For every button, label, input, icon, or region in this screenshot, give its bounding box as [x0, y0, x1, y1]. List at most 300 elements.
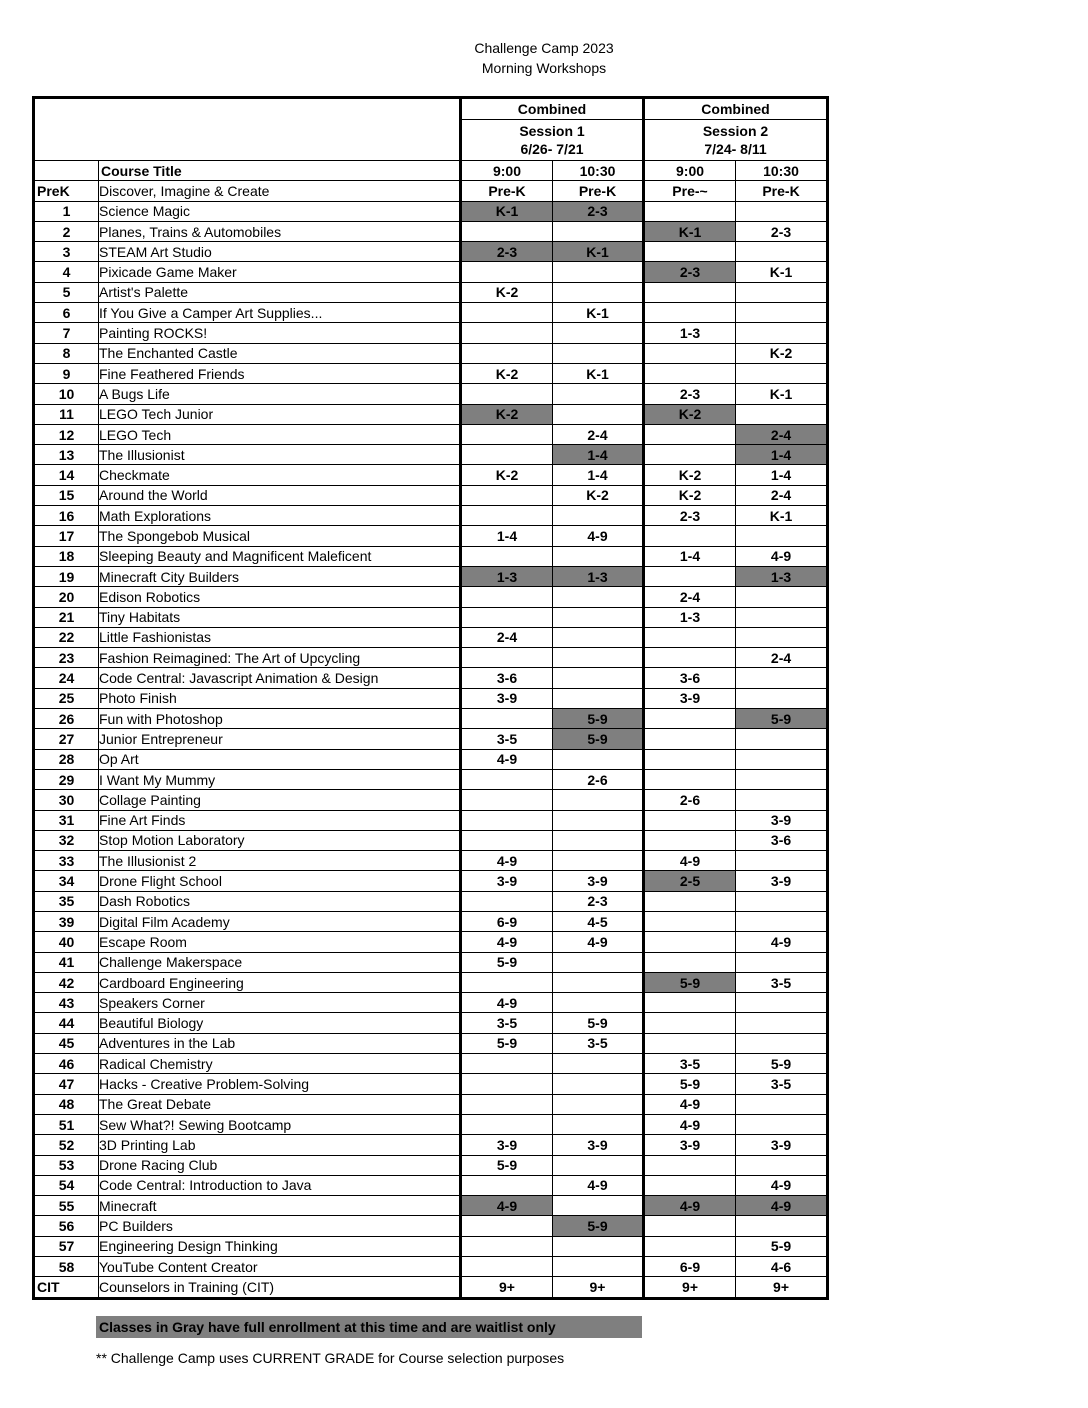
grade-s1-900: 3-6: [461, 668, 553, 688]
course-title: Hacks - Creative Problem-Solving: [99, 1074, 461, 1094]
grade-s2-900: [644, 1013, 736, 1033]
grade-s1-1030: 5-9: [553, 709, 644, 729]
grade-s1-1030: 5-9: [553, 1013, 644, 1033]
course-title: Artist's Palette: [99, 282, 461, 302]
course-number: 5: [34, 282, 99, 302]
grade-s2-1030: [736, 1114, 828, 1134]
course-title: The Illusionist: [99, 445, 461, 465]
course-title: Junior Entrepreneur: [99, 729, 461, 749]
table-row: [34, 972, 828, 992]
course-number: 9: [34, 363, 99, 383]
grade-s2-1030: 5-9: [736, 1054, 828, 1074]
grade-s1-1030: Pre-K: [553, 181, 644, 201]
course-title: Checkmate: [99, 465, 461, 485]
grade-s1-900: 4-9: [461, 749, 553, 769]
grade-s2-900: [644, 363, 736, 383]
grade-s2-900: K-2: [644, 485, 736, 505]
grade-s1-1030: [553, 830, 644, 850]
grade-s1-1030: 2-3: [553, 891, 644, 911]
course-number: 6: [34, 303, 99, 323]
grade-s1-1030: 1-4: [553, 445, 644, 465]
grade-s1-900: 5-9: [461, 1155, 553, 1175]
grade-s1-1030: [553, 587, 644, 607]
grade-s2-1030: 3-5: [736, 972, 828, 992]
course-title: Planes, Trains & Automobiles: [99, 221, 461, 241]
course-title: Fine Feathered Friends: [99, 363, 461, 383]
grade-s2-1030: Pre-K: [736, 181, 828, 201]
grade-s1-900: K-2: [461, 282, 553, 302]
grade-s1-900: [461, 343, 553, 363]
course-title: Minecraft: [99, 1196, 461, 1216]
grade-s1-900: [461, 546, 553, 566]
grade-s1-900: [461, 810, 553, 830]
course-number: 29: [34, 769, 99, 789]
grade-s1-1030: 2-4: [553, 424, 644, 444]
course-number: 47: [34, 1074, 99, 1094]
course-number: 10: [34, 384, 99, 404]
grade-s2-1030: 4-9: [736, 546, 828, 566]
course-title: Little Fashionistas: [99, 627, 461, 647]
course-title: Drone Racing Club: [99, 1155, 461, 1175]
course-number: 35: [34, 891, 99, 911]
gray-legend: Classes in Gray have full enrollment at this time and are waitlist only: [96, 1316, 642, 1338]
grade-s1-900: K-2: [461, 465, 553, 485]
grade-s2-1030: 4-9: [736, 1196, 828, 1216]
grade-s1-1030: [553, 1257, 644, 1277]
grade-s2-1030: [736, 769, 828, 789]
course-number: 30: [34, 790, 99, 810]
grade-s1-900: [461, 1236, 553, 1256]
course-number: 17: [34, 526, 99, 546]
course-title: Code Central: Introduction to Java: [99, 1175, 461, 1195]
table-row: [34, 181, 828, 201]
grade-s2-1030: 4-9: [736, 932, 828, 952]
grade-s1-1030: [553, 668, 644, 688]
course-number: 18: [34, 546, 99, 566]
grade-s2-900: 2-3: [644, 262, 736, 282]
course-title: I Want My Mummy: [99, 769, 461, 789]
course-title: STEAM Art Studio: [99, 242, 461, 262]
course-title: Dash Robotics: [99, 891, 461, 911]
grade-s2-900: [644, 932, 736, 952]
grade-s2-900: [644, 993, 736, 1013]
grade-s2-900: 4-9: [644, 1094, 736, 1114]
grade-s2-900: [644, 526, 736, 546]
grade-s1-1030: [553, 323, 644, 343]
grade-s2-900: [644, 566, 736, 586]
grade-s2-1030: [736, 404, 828, 424]
grade-s1-900: [461, 1216, 553, 1236]
grade-s2-900: K-1: [644, 221, 736, 241]
course-number: 31: [34, 810, 99, 830]
table-row: [34, 303, 828, 323]
grade-s1-1030: [553, 810, 644, 830]
table-row: [34, 871, 828, 891]
table-row: [34, 201, 828, 221]
course-number: 27: [34, 729, 99, 749]
course-number: 19: [34, 566, 99, 586]
course-title: Adventures in the Lab: [99, 1033, 461, 1053]
grade-s1-900: 3-5: [461, 729, 553, 749]
grade-s1-900: 1-3: [461, 566, 553, 586]
document-title: [0, 38, 1088, 78]
grade-s1-900: [461, 1074, 553, 1094]
grade-s2-1030: K-1: [736, 262, 828, 282]
session2-label: Session 2: [702, 123, 769, 139]
grade-s1-1030: [553, 221, 644, 241]
course-number: 42: [34, 972, 99, 992]
table-row: [34, 810, 828, 830]
grade-s1-900: 5-9: [461, 952, 553, 972]
table-row: [34, 911, 828, 931]
grade-s1-900: [461, 830, 553, 850]
grade-s2-900: [644, 627, 736, 647]
course-title: Op Art: [99, 749, 461, 769]
table-row: [34, 485, 828, 505]
header-row-combined: [34, 98, 828, 120]
grade-s2-1030: 4-6: [736, 1257, 828, 1277]
grade-s2-900: 5-9: [644, 972, 736, 992]
grade-s2-900: 3-9: [644, 1135, 736, 1155]
grade-s1-1030: [553, 607, 644, 627]
course-number: 28: [34, 749, 99, 769]
course-title: Challenge Makerspace: [99, 952, 461, 972]
grade-s1-1030: [553, 749, 644, 769]
course-title: A Bugs Life: [99, 384, 461, 404]
course-number: 12: [34, 424, 99, 444]
grade-s1-900: [461, 424, 553, 444]
course-number: 8: [34, 343, 99, 363]
table-row: [34, 993, 828, 1013]
grade-s2-900: 1-3: [644, 323, 736, 343]
grade-s1-900: 4-9: [461, 932, 553, 952]
grade-s1-1030: K-1: [553, 242, 644, 262]
course-number: 23: [34, 648, 99, 668]
grade-s1-1030: 4-9: [553, 526, 644, 546]
grade-s2-1030: [736, 911, 828, 931]
grade-s2-1030: [736, 363, 828, 383]
grade-s1-900: [461, 323, 553, 343]
grade-s2-1030: 5-9: [736, 709, 828, 729]
grade-s1-900: [461, 303, 553, 323]
course-title: Fun with Photoshop: [99, 709, 461, 729]
grade-s1-1030: [553, 1196, 644, 1216]
table-row: [34, 242, 828, 262]
grade-s2-900: 6-9: [644, 1257, 736, 1277]
table-row: [34, 1013, 828, 1033]
grade-s1-900: [461, 485, 553, 505]
table-row: [34, 1257, 828, 1277]
table-row: [34, 769, 828, 789]
grade-s2-1030: 5-9: [736, 1236, 828, 1256]
course-title: Counselors in Training (CIT): [99, 1277, 461, 1298]
grade-s2-900: 3-6: [644, 668, 736, 688]
course-title: Radical Chemistry: [99, 1054, 461, 1074]
grade-s2-900: 2-5: [644, 871, 736, 891]
course-title: Fashion Reimagined: The Art of Upcycling: [99, 648, 461, 668]
grade-s1-1030: [553, 627, 644, 647]
course-title: LEGO Tech: [99, 424, 461, 444]
grade-s2-900: 2-3: [644, 384, 736, 404]
grade-s1-900: [461, 891, 553, 911]
grade-s1-900: [461, 790, 553, 810]
grade-s2-900: [644, 709, 736, 729]
grade-s2-1030: 2-4: [736, 485, 828, 505]
course-title: Digital Film Academy: [99, 911, 461, 931]
grade-s1-900: 3-9: [461, 1135, 553, 1155]
table-row: [34, 688, 828, 708]
grade-s2-1030: 9+: [736, 1277, 828, 1298]
grade-s2-1030: [736, 282, 828, 302]
session2-dates: 7/24- 8/11: [704, 141, 767, 157]
grade-s1-900: [461, 262, 553, 282]
course-number: 34: [34, 871, 99, 891]
grade-s2-1030: 3-5: [736, 1074, 828, 1094]
grade-s2-1030: 2-4: [736, 424, 828, 444]
course-title: Collage Painting: [99, 790, 461, 810]
grade-s2-900: [644, 1155, 736, 1175]
grade-s1-1030: [553, 343, 644, 363]
grade-s1-900: 6-9: [461, 911, 553, 931]
course-number: 13: [34, 445, 99, 465]
grade-s1-1030: 4-9: [553, 1175, 644, 1195]
course-number: 2: [34, 221, 99, 241]
grade-s2-900: [644, 201, 736, 221]
grade-s1-1030: 3-9: [553, 1135, 644, 1155]
grade-s2-1030: 1-3: [736, 566, 828, 586]
table-row: [34, 1054, 828, 1074]
number-header: [34, 161, 99, 181]
table-row: [34, 1135, 828, 1155]
grade-s2-1030: 2-3: [736, 221, 828, 241]
grade-s1-1030: 5-9: [553, 1216, 644, 1236]
course-number: 56: [34, 1216, 99, 1236]
grade-s1-1030: K-1: [553, 303, 644, 323]
table-row: [34, 607, 828, 627]
course-number: 4: [34, 262, 99, 282]
course-number: 43: [34, 993, 99, 1013]
table-row: [34, 1074, 828, 1094]
course-number: PreK: [34, 181, 99, 201]
grade-s2-900: [644, 749, 736, 769]
table-row: [34, 830, 828, 850]
grade-s1-1030: [553, 506, 644, 526]
grade-s2-1030: [736, 587, 828, 607]
grade-s1-900: K-2: [461, 363, 553, 383]
schedule-table: [32, 96, 829, 1300]
grade-s2-900: Pre-~: [644, 181, 736, 201]
course-title: Engineering Design Thinking: [99, 1236, 461, 1256]
grade-s2-1030: 1-4: [736, 465, 828, 485]
course-number: 24: [34, 668, 99, 688]
session1-dates: 6/26- 7/21: [520, 141, 584, 157]
grade-s1-1030: [553, 282, 644, 302]
grade-s1-900: 4-9: [461, 1196, 553, 1216]
grade-s2-1030: [736, 749, 828, 769]
grade-s2-900: [644, 343, 736, 363]
grade-s2-1030: [736, 1033, 828, 1053]
grade-s1-1030: [553, 262, 644, 282]
grade-s1-1030: K-1: [553, 363, 644, 383]
grade-s1-1030: [553, 1155, 644, 1175]
course-number: 20: [34, 587, 99, 607]
grade-s2-900: [644, 1236, 736, 1256]
table-row: [34, 851, 828, 871]
grade-s2-1030: [736, 688, 828, 708]
course-number: 48: [34, 1094, 99, 1114]
course-number: 54: [34, 1175, 99, 1195]
course-title: Around the World: [99, 485, 461, 505]
table-row: [34, 648, 828, 668]
grade-s1-900: K-1: [461, 201, 553, 221]
grade-s2-900: [644, 242, 736, 262]
grade-s2-900: 2-6: [644, 790, 736, 810]
grade-s1-1030: [553, 404, 644, 424]
course-number: 22: [34, 627, 99, 647]
grade-s2-900: [644, 911, 736, 931]
course-number: 11: [34, 404, 99, 424]
table-row: [34, 526, 828, 546]
grade-s1-1030: [553, 851, 644, 871]
grade-s1-1030: [553, 688, 644, 708]
table-row: [34, 1196, 828, 1216]
grade-s1-900: 5-9: [461, 1033, 553, 1053]
time-s1-900: 9:00: [461, 161, 553, 181]
course-title: Fine Art Finds: [99, 810, 461, 830]
grade-s1-900: 9+: [461, 1277, 553, 1298]
grade-s1-900: Pre-K: [461, 181, 553, 201]
grade-s2-1030: [736, 729, 828, 749]
grade-s2-900: [644, 1216, 736, 1236]
grade-s1-900: [461, 1054, 553, 1074]
table-row: [34, 891, 828, 911]
grade-s2-900: 9+: [644, 1277, 736, 1298]
grade-s1-1030: [553, 952, 644, 972]
grade-s2-1030: [736, 952, 828, 972]
table-row: [34, 363, 828, 383]
grade-s1-900: 3-5: [461, 1013, 553, 1033]
table-row: [34, 709, 828, 729]
grade-s2-1030: [736, 993, 828, 1013]
grade-s2-900: 3-9: [644, 688, 736, 708]
grade-s1-900: [461, 607, 553, 627]
table-row: [34, 262, 828, 282]
course-title: The Spongebob Musical: [99, 526, 461, 546]
grade-s2-1030: K-1: [736, 384, 828, 404]
grade-s2-1030: [736, 526, 828, 546]
grade-s1-900: 2-3: [461, 242, 553, 262]
grade-s2-1030: [736, 668, 828, 688]
grade-s1-900: [461, 587, 553, 607]
grade-s2-900: [644, 810, 736, 830]
grade-s2-900: 1-3: [644, 607, 736, 627]
grade-s2-900: [644, 648, 736, 668]
grade-s1-1030: 1-4: [553, 465, 644, 485]
course-title: Discover, Imagine & Create: [99, 181, 461, 201]
grade-s1-1030: 2-6: [553, 769, 644, 789]
course-title: Stop Motion Laboratory: [99, 830, 461, 850]
course-title: Science Magic: [99, 201, 461, 221]
table-row: [34, 506, 828, 526]
course-number: 14: [34, 465, 99, 485]
grade-s1-900: [461, 445, 553, 465]
session1-label: Session 1: [519, 123, 585, 139]
table-row: [34, 221, 828, 241]
table-row: [34, 668, 828, 688]
grade-s1-900: 3-9: [461, 688, 553, 708]
grade-s1-1030: 9+: [553, 1277, 644, 1298]
course-title: Beautiful Biology: [99, 1013, 461, 1033]
table-row: [34, 1216, 828, 1236]
course-title: Pixicade Game Maker: [99, 262, 461, 282]
grade-s1-1030: [553, 648, 644, 668]
table-row: [34, 343, 828, 363]
table-row: [34, 749, 828, 769]
course-title: If You Give a Camper Art Supplies...: [99, 303, 461, 323]
grade-s1-1030: [553, 993, 644, 1013]
grade-s1-900: [461, 709, 553, 729]
grade-s1-1030: 1-3: [553, 566, 644, 586]
course-number: CIT: [34, 1277, 99, 1298]
course-number: 55: [34, 1196, 99, 1216]
grade-s2-1030: 2-4: [736, 648, 828, 668]
table-row: [34, 790, 828, 810]
grade-s1-1030: [553, 1236, 644, 1256]
course-title: Cardboard Engineering: [99, 972, 461, 992]
course-number: 57: [34, 1236, 99, 1256]
grade-s1-900: [461, 221, 553, 241]
grade-s2-1030: 1-4: [736, 445, 828, 465]
grade-s1-900: 3-9: [461, 871, 553, 891]
session1-combined: Combined: [461, 98, 644, 120]
course-title: Speakers Corner: [99, 993, 461, 1013]
session1-header: [461, 120, 644, 161]
grade-s1-900: 4-9: [461, 851, 553, 871]
course-number: 40: [34, 932, 99, 952]
course-number: 21: [34, 607, 99, 627]
grade-s1-1030: 2-3: [553, 201, 644, 221]
course-title: Escape Room: [99, 932, 461, 952]
header-row-times: [34, 161, 828, 181]
grade-s1-900: [461, 648, 553, 668]
course-title: Edison Robotics: [99, 587, 461, 607]
course-number: 58: [34, 1257, 99, 1277]
grade-s1-1030: [553, 1054, 644, 1074]
grade-s2-900: 1-4: [644, 546, 736, 566]
grade-s2-900: 2-4: [644, 587, 736, 607]
grade-s2-900: 4-9: [644, 851, 736, 871]
grade-s1-900: [461, 769, 553, 789]
grade-s2-1030: [736, 627, 828, 647]
grade-s2-1030: [736, 851, 828, 871]
grade-s1-900: [461, 1094, 553, 1114]
course-number: 15: [34, 485, 99, 505]
table-row: [34, 932, 828, 952]
course-title: The Enchanted Castle: [99, 343, 461, 363]
course-title: Sleeping Beauty and Magnificent Maleficent: [99, 546, 461, 566]
course-number: 45: [34, 1033, 99, 1053]
grade-s1-1030: 3-9: [553, 871, 644, 891]
course-title: Math Explorations: [99, 506, 461, 526]
course-title: Tiny Habitats: [99, 607, 461, 627]
grade-s1-1030: [553, 384, 644, 404]
grade-s2-900: [644, 830, 736, 850]
course-title: LEGO Tech Junior: [99, 404, 461, 424]
grade-s1-900: 2-4: [461, 627, 553, 647]
grade-s1-900: [461, 506, 553, 526]
table-row: [34, 729, 828, 749]
table-row: [34, 1175, 828, 1195]
